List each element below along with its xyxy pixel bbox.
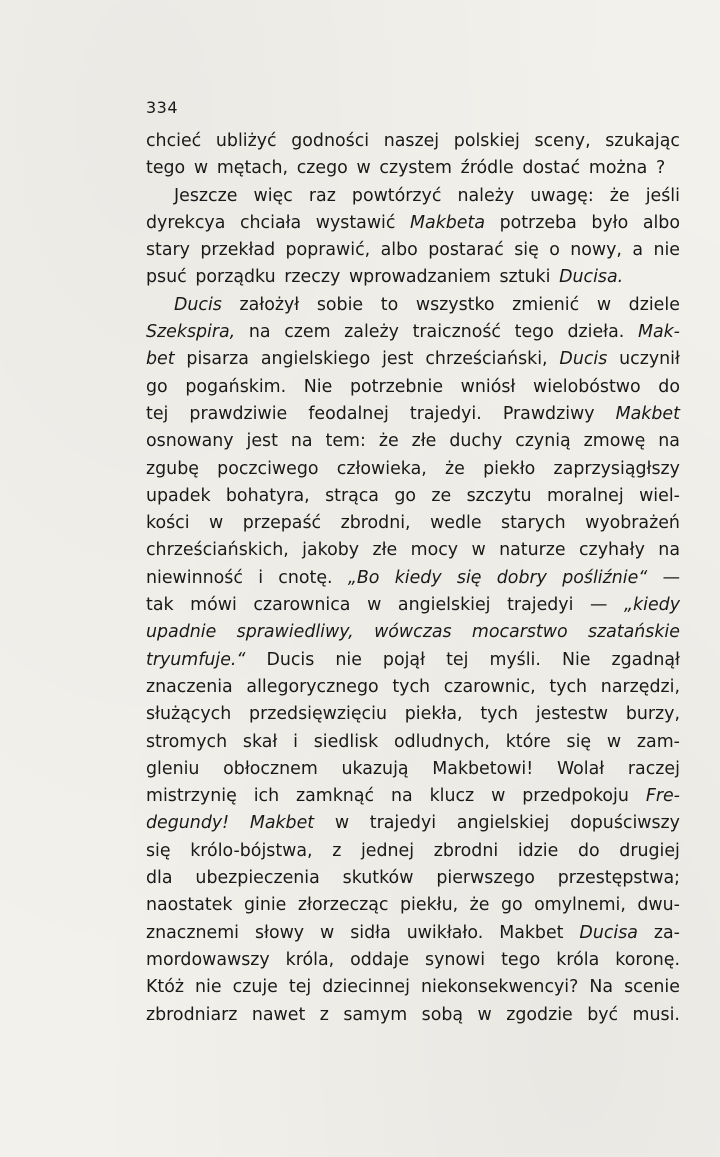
word: w	[334, 813, 350, 834]
text-line	[146, 537, 680, 564]
word: traiczność	[412, 322, 501, 343]
word: —	[590, 595, 608, 616]
word: wniósł	[460, 376, 516, 397]
word: Ducis	[266, 649, 315, 670]
text-line	[146, 810, 680, 837]
text-line	[146, 183, 680, 210]
word: więc	[253, 185, 293, 206]
word: bet	[146, 349, 175, 370]
word: strąca	[325, 485, 379, 506]
word: drugiej	[619, 840, 680, 861]
word: przekład	[200, 240, 276, 261]
word: wielobóstwo	[533, 376, 641, 397]
word: „kiedy	[624, 595, 680, 616]
word: tych	[480, 704, 519, 725]
word: Ducis	[174, 294, 222, 315]
word: burzy,	[625, 704, 680, 725]
word: feodalnej	[308, 403, 389, 424]
word: trajedyi	[507, 595, 574, 616]
word: naturze	[499, 540, 566, 561]
word: i	[258, 567, 264, 588]
word: angielskiej	[397, 595, 491, 616]
word: wprowadzaniem	[348, 267, 491, 288]
word: Na	[589, 977, 614, 998]
word: piekła,	[404, 704, 463, 725]
word: pisarza	[186, 349, 249, 370]
word: źródle	[460, 158, 514, 179]
word: pierwszego	[436, 868, 535, 889]
text-line	[146, 974, 680, 1001]
word: polskiej	[453, 131, 520, 151]
word: w	[356, 158, 371, 179]
word: dla	[146, 868, 173, 889]
word: odludnych,	[393, 731, 490, 752]
word: należy	[457, 185, 515, 206]
word: ubliżyć	[215, 131, 277, 151]
text-line	[146, 456, 680, 483]
word: go	[146, 376, 168, 397]
word: szatańskie	[587, 622, 680, 643]
word: raz	[308, 185, 336, 206]
body-text	[146, 128, 680, 1029]
text-line	[146, 1002, 680, 1029]
word: Ducisa.	[559, 267, 624, 288]
word: Makbet	[499, 922, 564, 943]
word: w	[193, 158, 209, 179]
word: allegorycznego	[246, 676, 379, 697]
text-line	[146, 155, 680, 182]
word: jest	[246, 431, 278, 452]
word: dostać	[522, 158, 581, 179]
word: a	[632, 240, 644, 261]
word: ?	[655, 158, 666, 179]
word: sidła	[350, 922, 391, 943]
word: sobie	[316, 294, 364, 315]
word: scenie	[624, 977, 680, 998]
word: za-	[653, 922, 680, 943]
word: czyhały	[579, 540, 645, 561]
word: na	[658, 540, 680, 561]
word: tego	[146, 158, 186, 179]
word: się	[514, 240, 539, 261]
word: koronę.	[615, 949, 680, 970]
word: znaczenia	[146, 676, 233, 697]
word: go	[500, 895, 523, 916]
word: do	[658, 376, 680, 397]
word: myśli.	[489, 649, 541, 670]
word: w	[471, 540, 486, 561]
text-line	[146, 729, 680, 756]
word: Ducisa	[579, 922, 638, 943]
word: w	[320, 922, 335, 943]
word: potrzebnie	[349, 376, 444, 397]
word: zgubę	[146, 458, 199, 479]
word: Makbet	[249, 813, 315, 834]
word: Mak-	[637, 322, 680, 343]
word: tak	[146, 595, 174, 616]
word: uczynił	[619, 349, 680, 370]
word: szczytu	[466, 485, 532, 506]
word: niekonsekwencyi?	[421, 977, 579, 998]
word: wyobrażeń	[585, 513, 680, 534]
word: go	[394, 485, 417, 506]
word: z	[332, 840, 342, 861]
word: godności	[291, 131, 370, 151]
word: w	[477, 1004, 492, 1025]
word: tych	[549, 676, 588, 697]
word: Szekspira,	[146, 322, 236, 343]
word: służących	[146, 704, 232, 725]
word: dwu-	[637, 895, 680, 916]
word: osnowany	[146, 431, 234, 452]
word: postarać	[428, 240, 504, 261]
word: porządku	[195, 267, 276, 288]
text-line	[146, 264, 680, 291]
word: jeśli	[645, 185, 680, 206]
text-line	[146, 292, 680, 319]
word: na	[290, 431, 313, 452]
word: mówi	[190, 595, 237, 616]
word: nie	[335, 649, 362, 670]
word: nowy,	[570, 240, 622, 261]
word: chciała	[239, 212, 302, 233]
word: upadnie	[146, 622, 217, 643]
word: na	[658, 431, 680, 452]
word: wystawić	[315, 212, 396, 233]
text-line	[146, 647, 680, 674]
word: tego	[514, 322, 554, 343]
word: poprawić,	[285, 240, 371, 261]
word: kości	[146, 513, 190, 534]
word: Jeszcze	[174, 185, 238, 206]
word: poczciwego	[217, 458, 319, 479]
word: jest	[382, 349, 414, 370]
word: dobry	[496, 567, 547, 588]
text-line	[146, 674, 680, 701]
word: moralnej	[546, 485, 624, 506]
word: nawet	[251, 1004, 306, 1025]
text-line	[146, 319, 680, 346]
word: pośliźnie“	[562, 567, 648, 588]
word: zależy	[344, 322, 399, 343]
text-line	[146, 592, 680, 619]
word: zmowę	[583, 431, 646, 452]
word: przedsięwzięciu	[249, 704, 387, 725]
word: stromych	[146, 731, 228, 752]
word: Któż	[146, 977, 184, 998]
word: Fre-	[645, 786, 680, 807]
word: wiel-	[639, 485, 680, 506]
word: ubezpieczenia	[195, 868, 320, 889]
word: trajedyi	[369, 813, 437, 834]
word: dziele	[628, 294, 680, 315]
word: naostatek	[146, 895, 233, 916]
word: omylnemi,	[534, 895, 626, 916]
word: dziecinnej	[322, 977, 410, 998]
text-line	[146, 374, 680, 401]
word: nie	[653, 240, 680, 261]
word: ukazują	[341, 758, 409, 779]
text-line	[146, 865, 680, 892]
word: zgodzie	[506, 1004, 573, 1025]
word: uwikłało.	[406, 922, 484, 943]
text-line	[146, 838, 680, 865]
word: synowi	[425, 949, 486, 970]
text-line	[146, 619, 680, 646]
word: tem:	[325, 431, 366, 452]
word: można	[588, 158, 648, 179]
word: się	[146, 840, 171, 861]
word: mocarstwo	[471, 622, 568, 643]
word: przedpokoju	[522, 786, 629, 807]
word: w	[596, 294, 612, 315]
word: cnotę.	[278, 567, 333, 588]
word: mętach,	[216, 158, 289, 179]
word: czem	[284, 322, 331, 343]
word: zgadnął	[611, 649, 680, 670]
word: angielskiego	[260, 349, 371, 370]
word: w	[606, 731, 622, 752]
word: piekło	[483, 458, 536, 479]
word: duchy	[449, 431, 503, 452]
word: dzieła.	[567, 322, 625, 343]
word: trajedyi.	[409, 403, 482, 424]
word: wówczas	[374, 622, 452, 643]
word: czarownic,	[443, 676, 536, 697]
word: tej	[446, 649, 469, 670]
word: musi.	[632, 1004, 680, 1025]
text-line	[146, 346, 680, 373]
word: z	[319, 1004, 329, 1025]
word: obłocznem	[223, 758, 318, 779]
word: kiedy	[394, 567, 442, 588]
word: angielskiej	[456, 813, 550, 834]
word: pojął	[382, 649, 426, 670]
word: do	[577, 840, 600, 861]
word: czuje	[232, 977, 278, 998]
word: dopuściwszy	[570, 813, 680, 834]
word: i	[293, 731, 298, 752]
word: mordowawszy	[146, 949, 270, 970]
word: Ducis	[559, 349, 608, 370]
text-line	[146, 947, 680, 974]
word: złe	[372, 540, 398, 561]
word: powtórzyć	[351, 185, 442, 206]
word: w	[491, 786, 506, 807]
word: ze	[431, 485, 452, 506]
word: jestestw	[535, 704, 609, 725]
word: Makbet	[615, 403, 680, 424]
word: upadek	[146, 485, 211, 506]
word: albo	[380, 240, 418, 261]
word: ginie	[243, 895, 287, 916]
word: idzie	[517, 840, 559, 861]
text-line	[146, 920, 680, 947]
word: oddaje	[350, 949, 410, 970]
word: degundy!	[146, 813, 230, 834]
word: uwagę:	[530, 185, 594, 206]
word: gleniu	[146, 758, 200, 779]
word: czego	[296, 158, 348, 179]
word: Nie	[303, 376, 333, 397]
word: zbrodniarz	[146, 1004, 238, 1025]
word: skutków	[342, 868, 414, 889]
word: Nie	[561, 649, 591, 670]
word: to	[380, 294, 399, 315]
word: człowieka,	[336, 458, 427, 479]
text-line	[146, 237, 680, 264]
word: zbrodni,	[340, 513, 411, 534]
word: zamknąć	[296, 786, 375, 807]
word: przestępstwa;	[557, 868, 680, 889]
word: psuć	[146, 267, 187, 288]
word: klucz	[429, 786, 475, 807]
word: rzeczy	[284, 267, 341, 288]
word: czynią	[515, 431, 571, 452]
word: albo	[642, 212, 680, 233]
word: że	[445, 458, 465, 479]
word: znacznemi	[146, 922, 239, 943]
word: samym	[343, 1004, 408, 1025]
word: przepaść	[242, 513, 322, 534]
word: starych	[501, 513, 566, 534]
word: prawdziwie	[189, 403, 288, 424]
text-line	[146, 210, 680, 237]
word: niewinność	[146, 567, 243, 588]
word: zbrodni	[433, 840, 499, 861]
word: na	[390, 786, 413, 807]
word: sobą	[421, 1004, 464, 1025]
word: czystem	[379, 158, 452, 179]
word: było	[591, 212, 629, 233]
word: sceny,	[534, 131, 591, 151]
word: tryumfuje.“	[146, 649, 246, 670]
word: że	[609, 185, 630, 206]
text-line	[146, 756, 680, 783]
word: chcieć	[146, 131, 202, 151]
text-line	[146, 892, 680, 919]
word: tego	[501, 949, 541, 970]
text-line	[146, 483, 680, 510]
word: piekłu,	[400, 895, 459, 916]
word: narzędzi,	[600, 676, 680, 697]
word: się	[456, 567, 482, 588]
word: słowy	[254, 922, 305, 943]
text-line	[146, 510, 680, 537]
word: które	[505, 731, 551, 752]
text-line	[146, 565, 680, 592]
word: się	[566, 731, 592, 752]
text-line	[146, 428, 680, 455]
word: Prawdziwy	[502, 403, 595, 424]
word: zam-	[636, 731, 680, 752]
word: na	[248, 322, 271, 343]
word: szukając	[605, 131, 680, 151]
word: stary	[146, 240, 190, 261]
word: siedlisk	[313, 731, 379, 752]
word: być	[587, 1004, 619, 1025]
word: chrześciański,	[425, 349, 548, 370]
word: skał	[242, 731, 278, 752]
text-line	[146, 401, 680, 428]
word: złorzecząc	[297, 895, 389, 916]
word: „Bo	[347, 567, 380, 588]
word: wszystko	[415, 294, 495, 315]
text-line	[146, 128, 680, 155]
word: w	[209, 513, 224, 534]
word: że	[469, 895, 490, 916]
word: raczej	[627, 758, 680, 779]
word: tej	[146, 403, 169, 424]
word: tych	[392, 676, 431, 697]
word: zaprzysiągłszy	[553, 458, 680, 479]
word: —	[662, 567, 680, 588]
word: sztuki	[499, 267, 551, 288]
word: tej	[288, 977, 312, 998]
text-line	[146, 783, 680, 810]
word: bohatyra,	[225, 485, 310, 506]
word: nie	[195, 977, 222, 998]
word: dyrekcya	[146, 212, 226, 233]
word: Wolał	[556, 758, 605, 779]
word: jakoby	[302, 540, 360, 561]
word: założył	[239, 294, 300, 315]
word: wedle	[430, 513, 482, 534]
word: pogańskim.	[185, 376, 287, 397]
word: złe	[411, 431, 437, 452]
word: jednej	[360, 840, 415, 861]
word: zmienić	[512, 294, 580, 315]
word: mocy	[410, 540, 459, 561]
word: że	[378, 431, 399, 452]
word: sprawiedliwy,	[236, 622, 354, 643]
word: naszej	[383, 131, 440, 151]
word: króla,	[285, 949, 335, 970]
word: Makbetowi!	[432, 758, 534, 779]
word: czarownica	[253, 595, 351, 616]
word: chrześciańskich,	[146, 540, 289, 561]
word: potrzeba	[499, 212, 577, 233]
word: Makbeta	[410, 212, 485, 233]
word: królo-bójstwa,	[190, 840, 313, 861]
page-number: 334	[146, 98, 179, 117]
word: króla	[556, 949, 600, 970]
text-line	[146, 701, 680, 728]
word: mistrzynię	[146, 786, 237, 807]
word: w	[367, 595, 382, 616]
word: ich	[253, 786, 280, 807]
word: o	[549, 240, 560, 261]
